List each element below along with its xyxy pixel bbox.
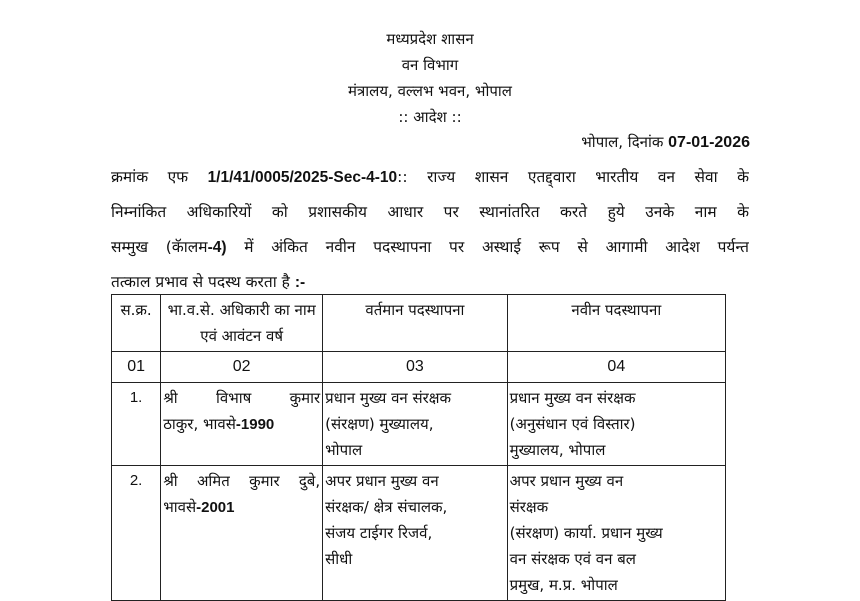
- para-text: तत्काल प्रभाव से पदस्थ करता है: [111, 273, 295, 291]
- para-end: :-: [294, 274, 306, 291]
- order-number: 1/1/41/0005/2025-Sec-4-10: [207, 169, 398, 186]
- allotment-year: -2001: [196, 499, 235, 516]
- current-posting: [323, 383, 508, 466]
- officer-name-line: श्री विभाष कुमार: [163, 389, 321, 407]
- table-row: [112, 383, 726, 466]
- posting-line: सीधी: [325, 550, 353, 568]
- posting-line: भोपाल: [325, 441, 363, 459]
- serial-number: 1.: [112, 383, 161, 466]
- table-header-row: [112, 295, 726, 352]
- officer-name-line: श्री अमित कुमार दुबे,: [163, 472, 321, 490]
- table-row: [112, 466, 726, 601]
- posting-line: (संरक्षण) कार्या. प्रधान मुख्य: [509, 524, 663, 542]
- order-date: 07-01-2026: [668, 134, 750, 151]
- para-text: क्रमांक एफ: [111, 168, 208, 186]
- col-number: 03: [323, 352, 508, 383]
- office-address: मंत्रालय, वल्लभ भवन, भोपाल: [348, 82, 512, 100]
- officer-name-line: ठाकुर, भावसे: [163, 415, 236, 433]
- col-number: 04: [507, 352, 725, 383]
- serial-number: 2.: [112, 466, 161, 601]
- transfer-table: [111, 294, 726, 601]
- posting-line: संरक्षक: [509, 498, 549, 516]
- col-number: 02: [161, 352, 323, 383]
- para-text: :: राज्य शासन एतद्द्वारा भारतीय वन सेवा के: [397, 168, 749, 186]
- posting-line: संरक्षक/ क्षेत्र संचालक,: [325, 498, 448, 516]
- govt-name: मध्यप्रदेश शासन: [386, 30, 474, 48]
- para-line-2: निम्नांकित अधिकारियों को प्रशासकीय आधार पर स्थानांतरित करते हुये उनके नाम के: [111, 203, 749, 221]
- col-number: 01: [112, 352, 161, 383]
- place-date: [581, 132, 750, 153]
- allotment-year: -1990: [235, 416, 275, 433]
- posting-line: प्रधान मुख्य वन संरक्षक: [509, 389, 636, 407]
- department-name: वन विभाग: [401, 56, 459, 74]
- header-new-posting: नवीन पदस्थापना: [507, 295, 725, 352]
- officer-name-line: भावसे: [163, 498, 197, 516]
- current-posting: [323, 466, 508, 601]
- posting-line: प्रधान मुख्य वन संरक्षक: [325, 389, 452, 407]
- posting-line: प्रमुख, म.प्र. भोपाल: [509, 576, 618, 594]
- posting-line: अपर प्रधान मुख्य वन: [509, 472, 624, 490]
- posting-line: वन संरक्षक एवं वन बल: [509, 550, 636, 568]
- para-text: में अंकित नवीन पदस्थापना पर अस्थाई रूप से आगामी आदेश पर्यन्त: [226, 238, 749, 256]
- header-current-posting: वर्तमान पदस्थापना: [323, 295, 508, 352]
- column-number-row: [112, 352, 726, 383]
- place-prefix: भोपाल, दिनांक: [581, 133, 669, 151]
- order-paragraph: [111, 160, 749, 300]
- officer-name: [161, 466, 323, 601]
- column-ref: -4): [207, 239, 227, 256]
- posting-line: (अनुसंधान एवं विस्तार): [509, 415, 636, 433]
- header-serial: स.क्र.: [112, 295, 161, 352]
- new-posting: [507, 466, 725, 601]
- header-officer: भा.व.से. अधिकारी का नाम एवं आवंटन वर्ष: [161, 295, 323, 352]
- officer-name: [161, 383, 323, 466]
- posting-line: अपर प्रधान मुख्य वन: [325, 472, 439, 490]
- posting-line: संजय टाईगर रिजर्व,: [325, 524, 433, 542]
- posting-line: (संरक्षण) मुख्यालय,: [325, 415, 434, 433]
- para-line-3: [111, 230, 749, 265]
- para-line-1: [111, 160, 749, 195]
- new-posting: [507, 383, 725, 466]
- posting-line: मुख्यालय, भोपाल: [509, 441, 606, 459]
- order-heading: :: आदेश ::: [398, 108, 462, 126]
- para-text: सम्मुख (कॅालम: [111, 238, 208, 256]
